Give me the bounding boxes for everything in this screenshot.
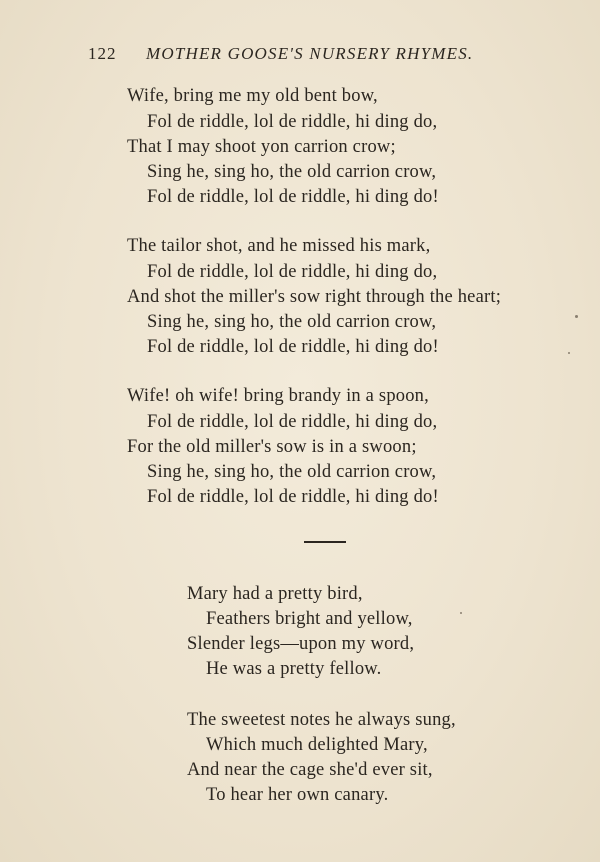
poem-line: For the old miller's sow is in a swoon; [127, 437, 417, 457]
poem-line: And near the cage she'd ever sit, [187, 760, 433, 780]
section-divider [304, 541, 346, 543]
poem-line: Sing he, sing ho, the old carrion crow, [147, 312, 437, 332]
page-header [0, 44, 600, 68]
poem-line: Wife! oh wife! bring brandy in a spoon, [127, 386, 429, 406]
poem-line: Mary had a pretty bird, [187, 584, 363, 604]
poem-line: Fol de riddle, lol de riddle, hi ding do! [147, 187, 439, 207]
poem-line: Which much delighted Mary, [206, 735, 428, 755]
poem-line: The sweetest notes he always sung, [187, 710, 456, 730]
poem-line: Sing he, sing ho, the old carrion crow, [147, 462, 437, 482]
poem-line: And shot the miller's sow right through the heart; [127, 287, 502, 307]
poem-line: Fol de riddle, lol de riddle, hi ding do, [147, 112, 438, 132]
poem-line: Fol de riddle, lol de riddle, hi ding do, [147, 262, 438, 282]
poem-line: That I may shoot yon carrion crow; [127, 137, 396, 157]
poem-line: He was a pretty fellow. [206, 659, 382, 679]
paper-speck [568, 352, 570, 354]
poem-line: Sing he, sing ho, the old carrion crow, [147, 162, 437, 182]
poem-line: Wife, bring me my old bent bow, [127, 86, 378, 106]
poem-line: Fol de riddle, lol de riddle, hi ding do, [147, 412, 438, 432]
page-number: 122 [88, 44, 117, 63]
poem-line: To hear her own canary. [206, 785, 389, 805]
poem-line: Fol de riddle, lol de riddle, hi ding do! [147, 337, 439, 357]
paper-speck [575, 315, 578, 318]
poem-line: Slender legs—upon my word, [187, 634, 415, 654]
running-title: MOTHER GOOSE'S NURSERY RHYMES. [146, 44, 474, 63]
poem-line: Feathers bright and yellow, [206, 609, 413, 629]
poem-line: Fol de riddle, lol de riddle, hi ding do! [147, 487, 439, 507]
paper-speck [460, 612, 462, 614]
poem-line: The tailor shot, and he missed his mark, [127, 236, 431, 256]
